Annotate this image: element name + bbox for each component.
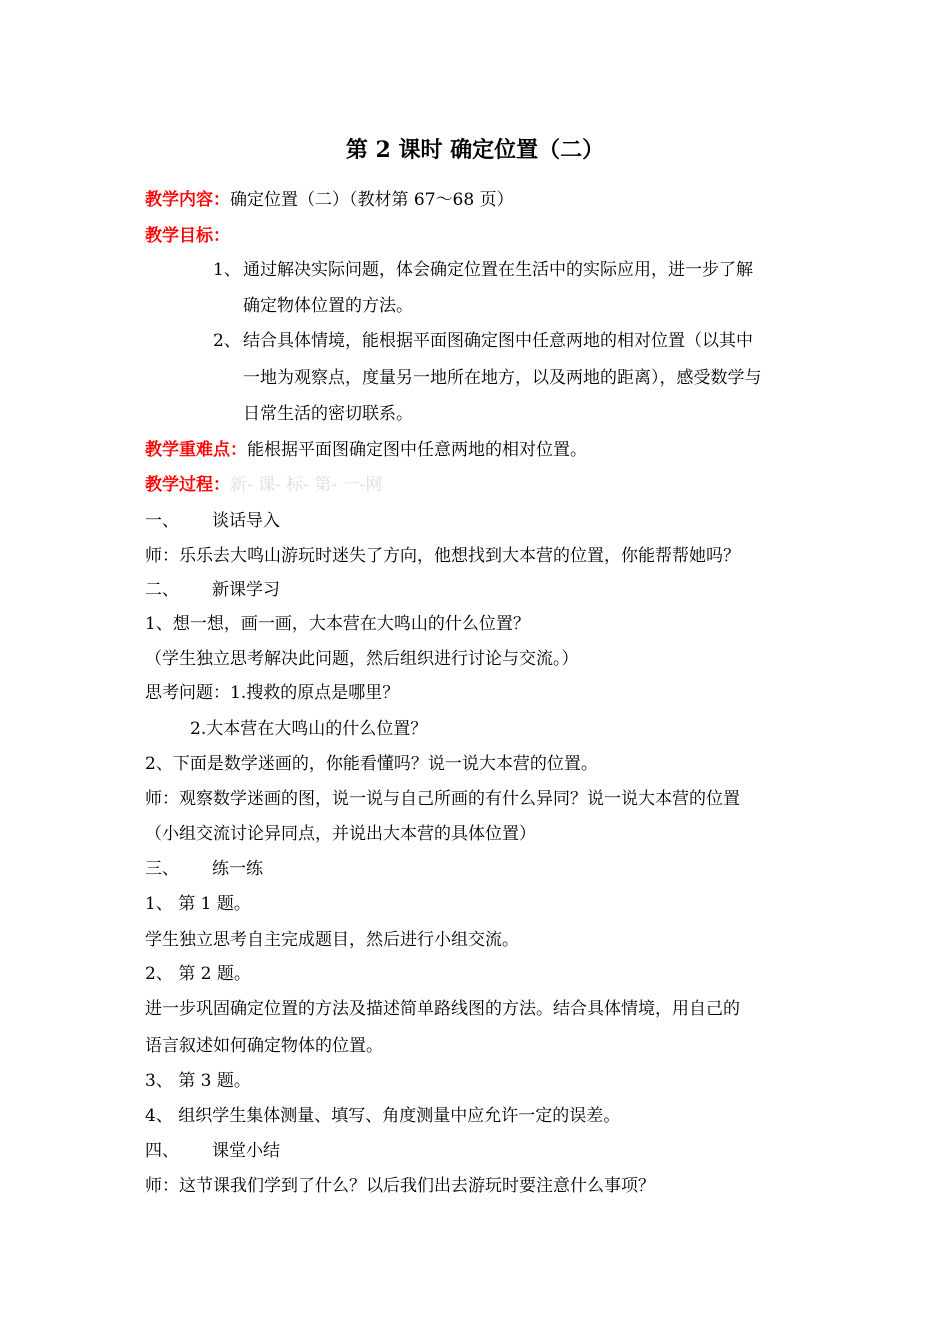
teaching-content-text: 确定位置（二）（教材第 67～68 页） — [230, 190, 514, 210]
paragraph-line: 思考问题：1.搜救的原点是哪里？ — [145, 683, 400, 703]
page-title: 第 2 课时 确定位置（二） — [345, 137, 605, 163]
paragraph-line: 2.大本营在大鸣山的什么位置？ — [190, 719, 428, 739]
objective-text-line: 一地为观察点，度量另一地所在地方，以及两地的距离），感受数学与 — [243, 368, 762, 388]
paragraph-line: 4、 组织学生集体测量、填写、角度测量中应允许一定的误差。 — [145, 1106, 621, 1126]
section-title: 课堂小结 — [212, 1141, 280, 1161]
key-points-text: 能根据平面图确定图中任意两地的相对位置。 — [247, 440, 587, 460]
watermark-text: 新- 课- 标- 第- 一-网 — [230, 475, 383, 495]
paragraph-line: 1、想一想，画一画，大本营在大鸣山的什么位置？ — [145, 614, 530, 634]
objective-number: 1、 — [213, 260, 241, 280]
key-points-label: 教学重难点： — [145, 440, 247, 460]
objective-text-line: 日常生活的密切联系。 — [243, 404, 413, 424]
process-label: 教学过程： — [145, 475, 230, 495]
paragraph-line: （小组交流讨论异同点，并说出大本营的具体位置） — [145, 824, 536, 844]
section-number: 四、 — [145, 1141, 179, 1161]
section-number: 二、 — [145, 580, 179, 600]
objectives-label: 教学目标： — [145, 226, 230, 246]
paragraph-line: 1、 第 1 题。 — [145, 894, 251, 914]
paragraph-line: 学生独立思考自主完成题目，然后进行小组交流。 — [145, 930, 519, 950]
section-heading — [145, 1140, 280, 1162]
objective-text-line: 确定物体位置的方法。 — [243, 296, 413, 316]
teaching-content-line — [145, 189, 514, 211]
objectives-heading — [145, 225, 230, 247]
teaching-content-label: 教学内容： — [145, 190, 230, 210]
section-number: 一、 — [145, 511, 179, 531]
paragraph-line: 师：观察数学迷画的图，说一说与自己所画的有什么异同？说一说大本营的位置 — [145, 789, 740, 809]
key-points-line — [145, 439, 587, 461]
section-heading — [145, 579, 280, 601]
process-line — [145, 474, 382, 496]
paragraph-line: 师：乐乐去大鸣山游玩时迷失了方向，他想找到大本营的位置，你能帮帮她吗？ — [145, 546, 740, 566]
paragraph-line: 2、 第 2 题。 — [145, 964, 251, 984]
objective-text-line: 通过解决实际问题，体会确定位置在生活中的实际应用，进一步了解 — [243, 260, 753, 280]
paragraph-line: 3、 第 3 题。 — [145, 1071, 251, 1091]
section-number: 三、 — [145, 859, 179, 879]
section-heading — [145, 510, 280, 532]
section-title: 谈话导入 — [212, 511, 280, 531]
section-title: 练一练 — [212, 859, 263, 879]
paragraph-line: 语言叙述如何确定物体的位置。 — [145, 1036, 383, 1056]
paragraph-line: 2、下面是数学迷画的，你能看懂吗？说一说大本营的位置。 — [145, 754, 598, 774]
paragraph-line: 进一步巩固确定位置的方法及描述简单路线图的方法。结合具体情境，用自己的 — [145, 999, 740, 1019]
objective-number: 2、 — [213, 331, 241, 351]
paragraph-line: 师：这节课我们学到了什么？以后我们出去游玩时要注意什么事项？ — [145, 1176, 655, 1196]
paragraph-line: （学生独立思考解决此问题，然后组织进行讨论与交流。） — [145, 649, 579, 669]
section-heading — [145, 858, 263, 880]
section-title: 新课学习 — [212, 580, 280, 600]
objective-text-line: 结合具体情境，能根据平面图确定图中任意两地的相对位置（以其中 — [243, 331, 753, 351]
